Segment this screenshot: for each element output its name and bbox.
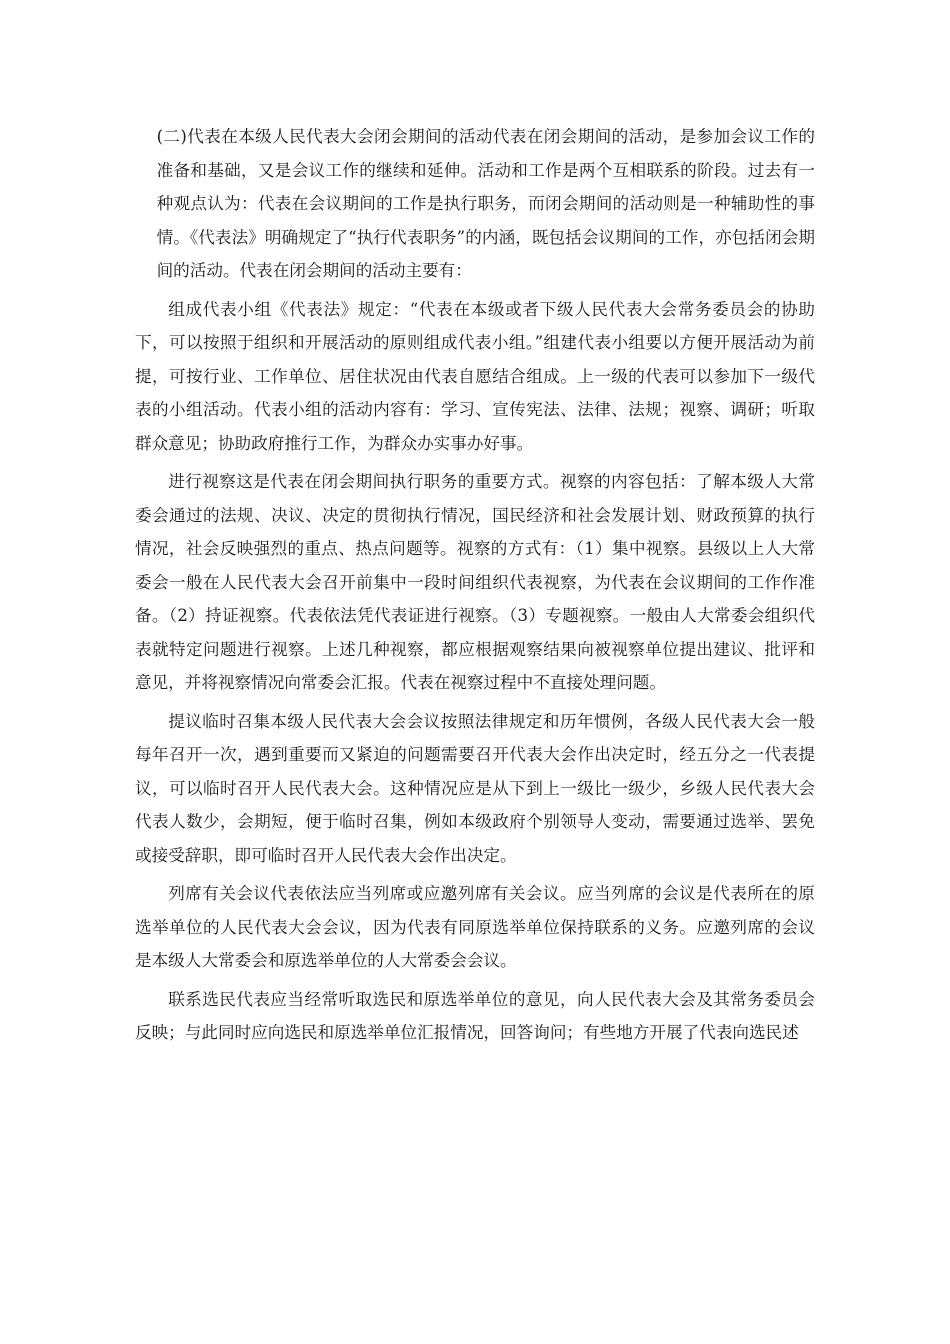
paragraph-temporary-session: 提议临时召集本级人民代表大会会议按照法律规定和历年惯例，各级人民代表大会一般每年召开一次，遇到重要而又紧迫的问题需要召开代表大会作出决定时，经五分之一代表提议，可以临时召开人民代表大会。这种情况应是从下到上一级比一级少，乡级人民代表大会代表人数少，会期短，便于临时召集，例如本级政府个别领导人变动，需要通过选举、罢免或接受辞职，即可临时召开人民代表大会作出决定。 [135, 711, 815, 865]
document-body [135, 120, 815, 1055]
paragraph-representative-groups: 组成代表小组《代表法》规定：“代表在本级或者下级人民代表大会常务委员会的协助下，可以按照于组织和开展活动的原则组成代表小组。”组建代表小组要以方便开展活动为前提，可按行业、工作单位、居住状况由代表自愿结合组成。上一级的代表可以参加下一级代表的小组活动。代表小组的活动内容有：学习、宣传宪法、法律、法规；视察、调研；听取群众意见；协助政府推行工作，为群众办实事办好事。 [135, 299, 815, 453]
paragraph-contact-voters: 联系选民代表应当经常听取选民和原选举单位的意见，向人民代表大会及其常务委员会反映；与此同时应向选民和原选举单位汇报情况，回答询问；有些地方开展了代表向选民述 [135, 989, 815, 1042]
paragraph-activities-intro: (二)代表在本级人民代表大会闭会期间的活动代表在闭会期间的活动，是参加会议工作的准备和基础，又是会议工作的继续和延伸。活动和工作是两个互相联系的阶段。过去有一种观点认为：代表在会议期间的工作是执行职务，而闭会期间的活动则是一种辅助性的事情。《代表法》明确规定了“执行代表职务”的内涵，既包括会议期间的工作，亦包括闭会期间的活动。代表在闭会期间的活动主要有： [156, 127, 815, 280]
paragraph-attend-meetings: 列席有关会议代表依法应当列席或应邀列席有关会议。应当列席的会议是代表所在的原选举单位的人民代表大会会议，因为代表有同原选举单位保持联系的义务。应邀列席的会议是本级人大常委会和原选举单位的人大常委会会议。 [135, 884, 815, 970]
paragraph-inspection: 进行视察这是代表在闭会期间执行职务的重要方式。视察的内容包括：了解本级人大常委会通过的法规、决议、决定的贯彻执行情况，国民经济和社会发展计划、财政预算的执行情况，社会反映强烈的重点、热点问题等。视察的方式有：（1）集中视察。县级以上人大常委会一般在人民代表大会召开前集中一段时间组织代表视察，为代表在会议期间的工作作准备。（2）持证视察。代表依法凭代表证进行视察。（3）专题视察。一般由人大常委会组织代表就特定问题进行视察。上述几种视察，都应根据观察结果向被视察单位提出建议、批评和意见，并将视察情况向常委会汇报。代表在视察过程中不直接处理问题。 [135, 472, 815, 692]
